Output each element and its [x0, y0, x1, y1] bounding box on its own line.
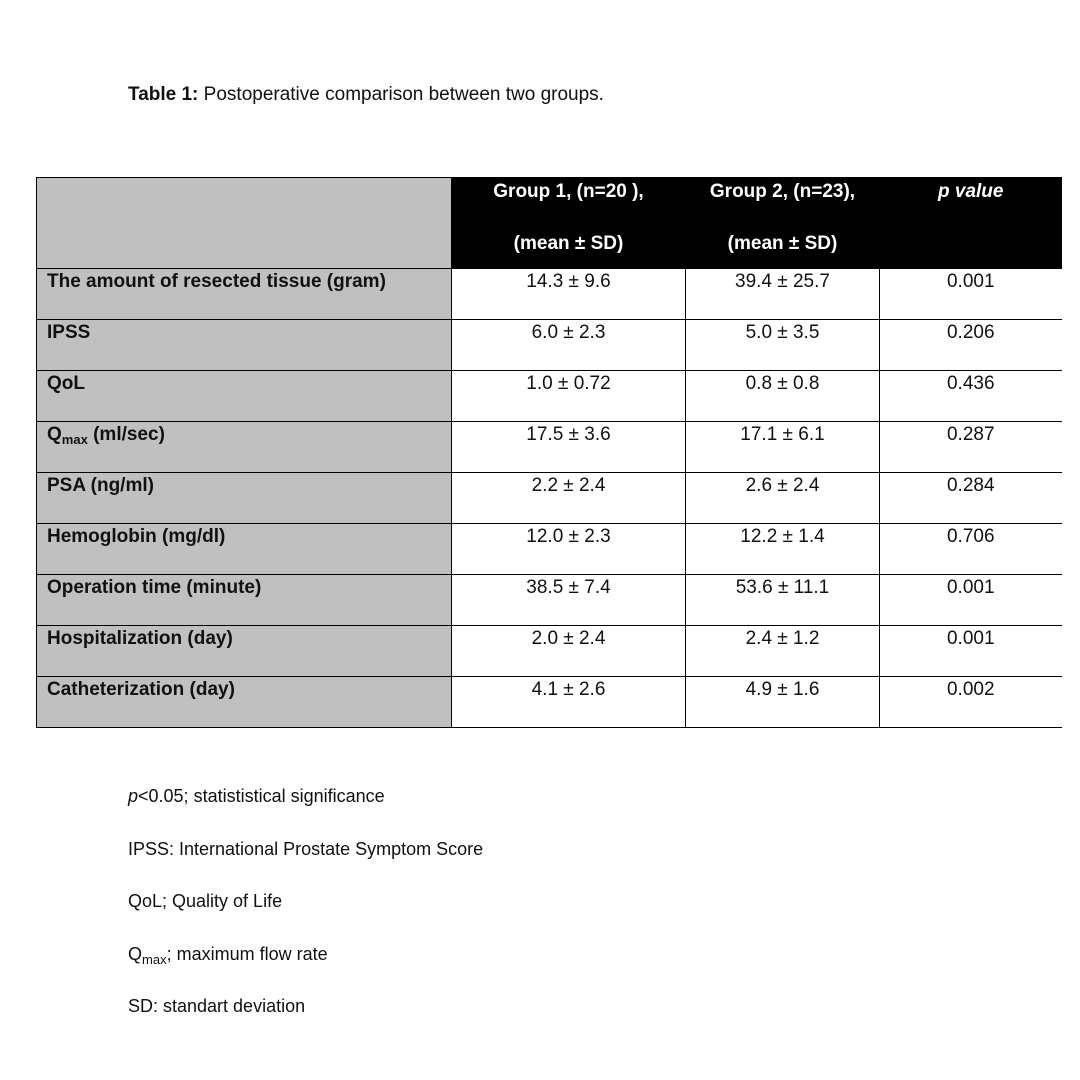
header-group2-line1: Group 2, (n=23), — [709, 181, 856, 202]
group2-cell — [686, 473, 880, 524]
footnote-significance-text: <0.05; statististical significance — [138, 786, 385, 806]
group2-value: 0.8 ± 0.8 — [745, 373, 820, 394]
row-label — [37, 320, 452, 371]
group1-value: 2.0 ± 2.4 — [531, 628, 606, 649]
group2-value: 4.9 ± 1.6 — [745, 679, 820, 700]
p-value: 0.284 — [946, 475, 995, 496]
p-value: 0.206 — [946, 322, 995, 343]
group1-value: 17.5 ± 3.6 — [526, 424, 611, 445]
header-row — [37, 178, 1062, 269]
p-value: 0.001 — [946, 271, 995, 292]
row-label — [37, 473, 452, 524]
group2-value: 12.2 ± 1.4 — [740, 526, 825, 547]
group1-value: 38.5 ± 7.4 — [526, 577, 611, 598]
group2-value: 5.0 ± 3.5 — [745, 322, 820, 343]
row-label-text: The amount of resected tissue (gram) — [47, 271, 386, 292]
footnote-sd — [128, 994, 483, 1047]
group1-value: 4.1 ± 2.6 — [531, 679, 606, 700]
group1-cell — [452, 575, 686, 626]
group2-cell — [686, 524, 880, 575]
table-row — [37, 626, 1062, 677]
row-label-text: Catheterization (day) — [47, 679, 235, 700]
header-p-value-label: p value — [938, 181, 1004, 202]
group1-cell — [452, 371, 686, 422]
footnote-qmax-text: ; maximum flow rate — [166, 943, 328, 964]
p-value-cell — [880, 422, 1062, 473]
header-group1-line1: Group 1, (n=20 ), — [493, 181, 644, 202]
table-body — [37, 269, 1062, 728]
footnote-significance — [128, 784, 483, 837]
row-label-text — [47, 422, 451, 448]
p-value-cell — [880, 473, 1062, 524]
row-label — [37, 575, 452, 626]
table-row — [37, 524, 1062, 575]
p-value: 0.287 — [946, 424, 995, 445]
table-footnotes — [128, 784, 483, 1047]
footnote-qmax-main: Q — [128, 943, 143, 964]
group2-cell — [686, 320, 880, 371]
footnote-ipss-text: IPSS: International Prostate Symptom Score — [128, 838, 484, 859]
group1-cell — [452, 524, 686, 575]
row-label-text: Hemoglobin (mg/dl) — [47, 526, 226, 547]
p-value: 0.706 — [946, 526, 995, 547]
footnote-p-symbol: p — [128, 786, 139, 806]
p-value: 0.001 — [946, 628, 995, 649]
qmax-unit: (ml/sec) — [87, 424, 165, 445]
comparison-table — [36, 177, 1062, 728]
group1-cell — [452, 269, 686, 320]
row-label-text: PSA (ng/ml) — [47, 475, 154, 496]
group2-value: 17.1 ± 6.1 — [740, 424, 825, 445]
table-row — [37, 371, 1062, 422]
footnote-qmax — [128, 942, 483, 995]
header-group2 — [686, 178, 880, 269]
row-label — [37, 626, 452, 677]
header-group2-line2: (mean ± SD) — [727, 233, 838, 254]
footnote-qol-text: QoL; Quality of Life — [128, 891, 283, 911]
group2-value: 2.6 ± 2.4 — [745, 475, 820, 496]
row-label-text: Operation time (minute) — [47, 577, 262, 598]
group1-cell — [452, 473, 686, 524]
p-value: 0.002 — [946, 679, 995, 700]
table-row — [37, 320, 1062, 371]
group1-value: 14.3 ± 9.6 — [526, 271, 611, 292]
group1-cell — [452, 320, 686, 371]
group2-value: 2.4 ± 1.2 — [745, 628, 820, 649]
group2-cell — [686, 371, 880, 422]
row-label-text: IPSS — [47, 322, 91, 343]
table-header — [37, 178, 1062, 269]
p-value-cell — [880, 626, 1062, 677]
qmax-main: Q — [47, 424, 62, 445]
group2-cell — [686, 626, 880, 677]
p-value-cell — [880, 677, 1062, 728]
group1-cell — [452, 677, 686, 728]
table-row — [37, 269, 1062, 320]
caption-label: Table 1: — [128, 84, 199, 105]
group1-value: 12.0 ± 2.3 — [526, 526, 611, 547]
caption-text: Postoperative comparison between two groups. — [198, 84, 604, 105]
footnote-qol — [128, 889, 483, 942]
header-p-value — [880, 178, 1062, 269]
group2-value: 39.4 ± 25.7 — [735, 271, 830, 292]
group1-value: 1.0 ± 0.72 — [526, 373, 611, 394]
table-row — [37, 575, 1062, 626]
group1-value: 2.2 ± 2.4 — [531, 475, 606, 496]
qmax-subscript: max — [61, 432, 88, 447]
row-label — [37, 422, 452, 473]
table-row — [37, 422, 1062, 473]
footnote-sd-text: SD: standart deviation — [128, 996, 306, 1016]
header-corner-cell — [37, 178, 452, 269]
header-group1-line2: (mean ± SD) — [513, 233, 624, 254]
header-group1 — [452, 178, 686, 269]
group2-cell — [686, 677, 880, 728]
p-value-cell — [880, 524, 1062, 575]
table-caption — [128, 84, 604, 106]
row-label — [37, 524, 452, 575]
p-value-cell — [880, 269, 1062, 320]
footnote-ipss — [128, 837, 483, 890]
p-value-cell — [880, 575, 1062, 626]
table-row — [37, 677, 1062, 728]
footnote-qmax-subscript: max — [142, 951, 167, 967]
row-label-text: Hospitalization (day) — [47, 628, 233, 649]
group2-value: 53.6 ± 11.1 — [735, 577, 830, 598]
row-label-text: QoL — [47, 373, 85, 394]
group2-cell — [686, 575, 880, 626]
row-label — [37, 269, 452, 320]
p-value: 0.436 — [946, 373, 995, 394]
group2-cell — [686, 422, 880, 473]
group1-value: 6.0 ± 2.3 — [531, 322, 606, 343]
table-row — [37, 473, 1062, 524]
p-value: 0.001 — [946, 577, 995, 598]
row-label — [37, 677, 452, 728]
group1-cell — [452, 422, 686, 473]
p-value-cell — [880, 371, 1062, 422]
row-label — [37, 371, 452, 422]
group2-cell — [686, 269, 880, 320]
group1-cell — [452, 626, 686, 677]
p-value-cell — [880, 320, 1062, 371]
